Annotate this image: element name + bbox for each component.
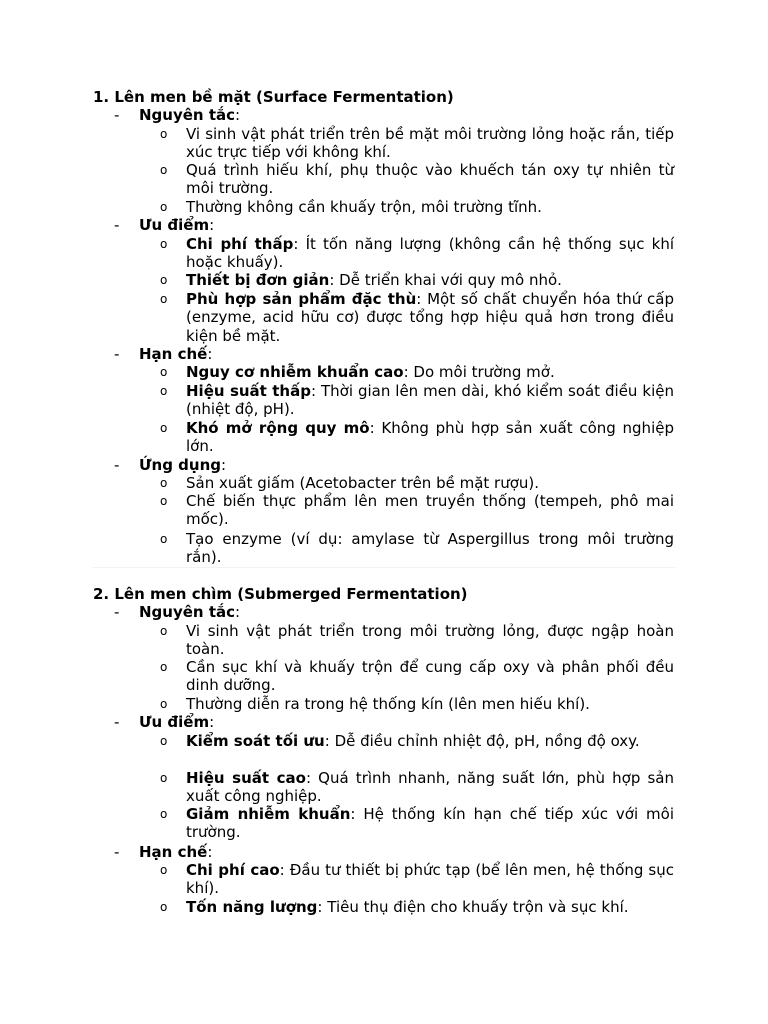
dash-marker: -	[114, 345, 120, 363]
group-label: Ưu điểm	[139, 713, 210, 731]
dash-marker: -	[114, 216, 120, 234]
list-item-bold: Giảm nhiễm khuẩn	[186, 805, 351, 823]
list-item-text: Thường diễn ra trong hệ thống kín (lên men hiếu khí).	[186, 695, 590, 713]
dash-marker: -	[114, 713, 120, 731]
bullet-marker: o	[160, 734, 168, 748]
list-item-bold: Kiểm soát tối ưu	[186, 732, 325, 750]
list-item-bold: Chi phí thấp	[186, 235, 294, 253]
list-item-bold: Khó mở rộng quy mô	[186, 419, 370, 437]
bullet-marker: o	[160, 421, 168, 435]
group-colon: :	[207, 843, 213, 861]
list-item-text: Vi sinh vật phát triển trong môi trường lỏng, được ngập hoàn toàn.	[186, 622, 674, 659]
group-colon: :	[235, 603, 241, 621]
group-label: Nguyên tắc	[139, 603, 236, 621]
group-label: Ứng dụng	[139, 456, 222, 474]
bullet-marker: o	[160, 624, 168, 638]
list-item-text: Sản xuất giấm (Acetobacter trên bề mặt rượu).	[186, 474, 540, 492]
bullet-marker: o	[160, 273, 168, 287]
section-divider	[93, 567, 675, 568]
list-item-bold: Phù hợp sản phẩm đặc thù	[186, 290, 417, 308]
bullet-marker: o	[160, 163, 168, 177]
list-item-text: Vi sinh vật phát triển trên bề mặt môi trường lỏng hoặc rắn, tiếp xúc trực tiếp với không khí.	[186, 125, 674, 162]
list-item-text: : Hệ thống kín hạn chế tiếp xúc với môi trường.	[186, 805, 674, 842]
bullet-marker: o	[160, 384, 168, 398]
list-item-text: : Một số chất chuyển hóa thứ cấp (enzyme, acid hữu cơ) được tổng hợp hiệu quả hơn trong điều kiện bề mặt.	[186, 290, 675, 345]
list-item-text: Chế biến thực phẩm lên men truyền thống (tempeh, phô mai mốc).	[186, 492, 674, 529]
dash-marker: -	[114, 106, 120, 124]
list-item-text: : Ít tốn năng lượng (không cần hệ thống sục khí hoặc khuấy).	[186, 235, 674, 272]
dash-marker: -	[114, 603, 120, 621]
group-colon: :	[235, 106, 241, 124]
group-colon: :	[209, 216, 215, 234]
dash-marker: -	[114, 456, 120, 474]
list-item-text: : Không phù hợp sản xuất công nghiệp lớn.	[186, 419, 674, 456]
group-label: Hạn chế	[139, 843, 208, 861]
list-item-text: : Thời gian lên men dài, khó kiểm soát điều kiện (nhiệt độ, pH).	[186, 382, 674, 419]
list-item-text: : Dễ điều chỉnh nhiệt độ, pH, nồng độ oxy.	[324, 732, 640, 750]
group-label: Ưu điểm	[139, 216, 210, 234]
section-2-heading: 2. Lên men chìm (Submerged Fermentation)	[93, 585, 468, 603]
list-item-text: : Do môi trường mở.	[403, 363, 555, 381]
list-item-text: Cần sục khí và khuấy trộn để cung cấp oxy và phân phối đều dinh dưỡng.	[186, 658, 674, 695]
list-item-bold: Nguy cơ nhiễm khuẩn cao	[186, 363, 404, 381]
bullet-marker: o	[160, 292, 168, 306]
bullet-marker: o	[160, 127, 168, 141]
bullet-marker: o	[160, 697, 168, 711]
group-label: Hạn chế	[139, 345, 208, 363]
list-item-bold: Hiệu suất cao	[186, 769, 306, 787]
list-item-bold: Tốn năng lượng	[186, 898, 318, 916]
list-item-text: : Tiêu thụ điện cho khuấy trộn và sục khí.	[317, 898, 629, 916]
section-1-heading: 1. Lên men bề mặt (Surface Fermentation)	[93, 88, 454, 106]
bullet-marker: o	[160, 494, 168, 508]
list-item-text: Thường không cần khuấy trộn, môi trường tĩnh.	[186, 198, 542, 216]
group-label: Nguyên tắc	[139, 106, 236, 124]
list-item-text: : Dễ triển khai với quy mô nhỏ.	[329, 271, 562, 289]
list-item-text: Quá trình hiếu khí, phụ thuộc vào khuếch tán oxy tự nhiên từ môi trường.	[186, 161, 674, 198]
list-item-bold: Chi phí cao	[186, 861, 280, 879]
bullet-marker: o	[160, 237, 168, 251]
bullet-marker: o	[160, 771, 168, 785]
group-colon: :	[221, 456, 227, 474]
list-item-text: : Quá trình nhanh, năng suất lớn, phù hợp sản xuất công nghiệp.	[186, 769, 675, 806]
bullet-marker: o	[160, 200, 168, 214]
bullet-marker: o	[160, 476, 168, 490]
list-item-bold: Hiệu suất thấp	[186, 382, 311, 400]
list-item-text: : Đầu tư thiết bị phức tạp (bể lên men, hệ thống sục khí).	[186, 861, 674, 898]
list-item-bold: Thiết bị đơn giản	[186, 271, 330, 289]
bullet-marker: o	[160, 660, 168, 674]
bullet-marker: o	[160, 900, 168, 914]
bullet-marker: o	[160, 532, 168, 546]
group-colon: :	[207, 345, 213, 363]
bullet-marker: o	[160, 365, 168, 379]
bullet-marker: o	[160, 863, 168, 877]
group-colon: :	[209, 713, 215, 731]
bullet-marker: o	[160, 807, 168, 821]
dash-marker: -	[114, 843, 120, 861]
list-item-text: Tạo enzyme (ví dụ: amylase từ Aspergillus trong môi trường rắn).	[186, 530, 674, 567]
